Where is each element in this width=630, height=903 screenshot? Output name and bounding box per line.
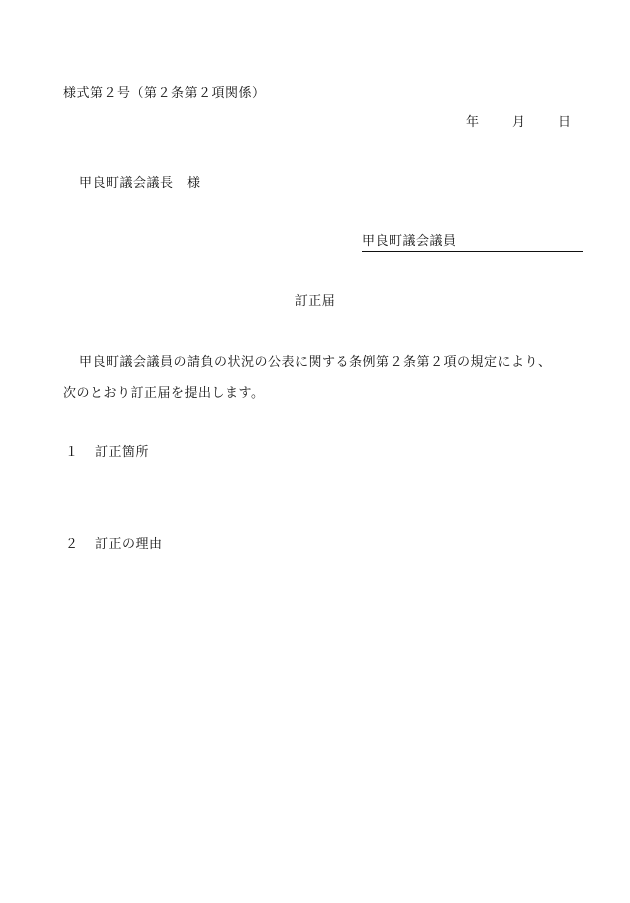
form-number: 様式第２号（第２条第２項関係） bbox=[63, 86, 266, 101]
body-line-2: 次のとおり訂正届を提出します。 bbox=[63, 386, 265, 401]
date-year: 年 bbox=[466, 115, 480, 130]
sender-label: 甲良町議会議員 bbox=[362, 234, 457, 249]
item-number-2: ２ bbox=[65, 537, 79, 552]
date-day: 日 bbox=[558, 115, 572, 130]
item-label-correction-location: 訂正箇所 bbox=[95, 445, 150, 460]
document-title: 訂正届 bbox=[294, 294, 336, 309]
item-number-1: １ bbox=[65, 445, 79, 460]
signature-underline bbox=[362, 251, 583, 252]
addressee: 甲良町議会議長 様 bbox=[79, 176, 201, 191]
item-label-correction-reason: 訂正の理由 bbox=[95, 537, 163, 552]
date-month: 月 bbox=[512, 115, 526, 130]
body-line-1: 甲良町議会議員の請負の状況の公表に関する条例第２条第２項の規定により、 bbox=[79, 355, 552, 370]
